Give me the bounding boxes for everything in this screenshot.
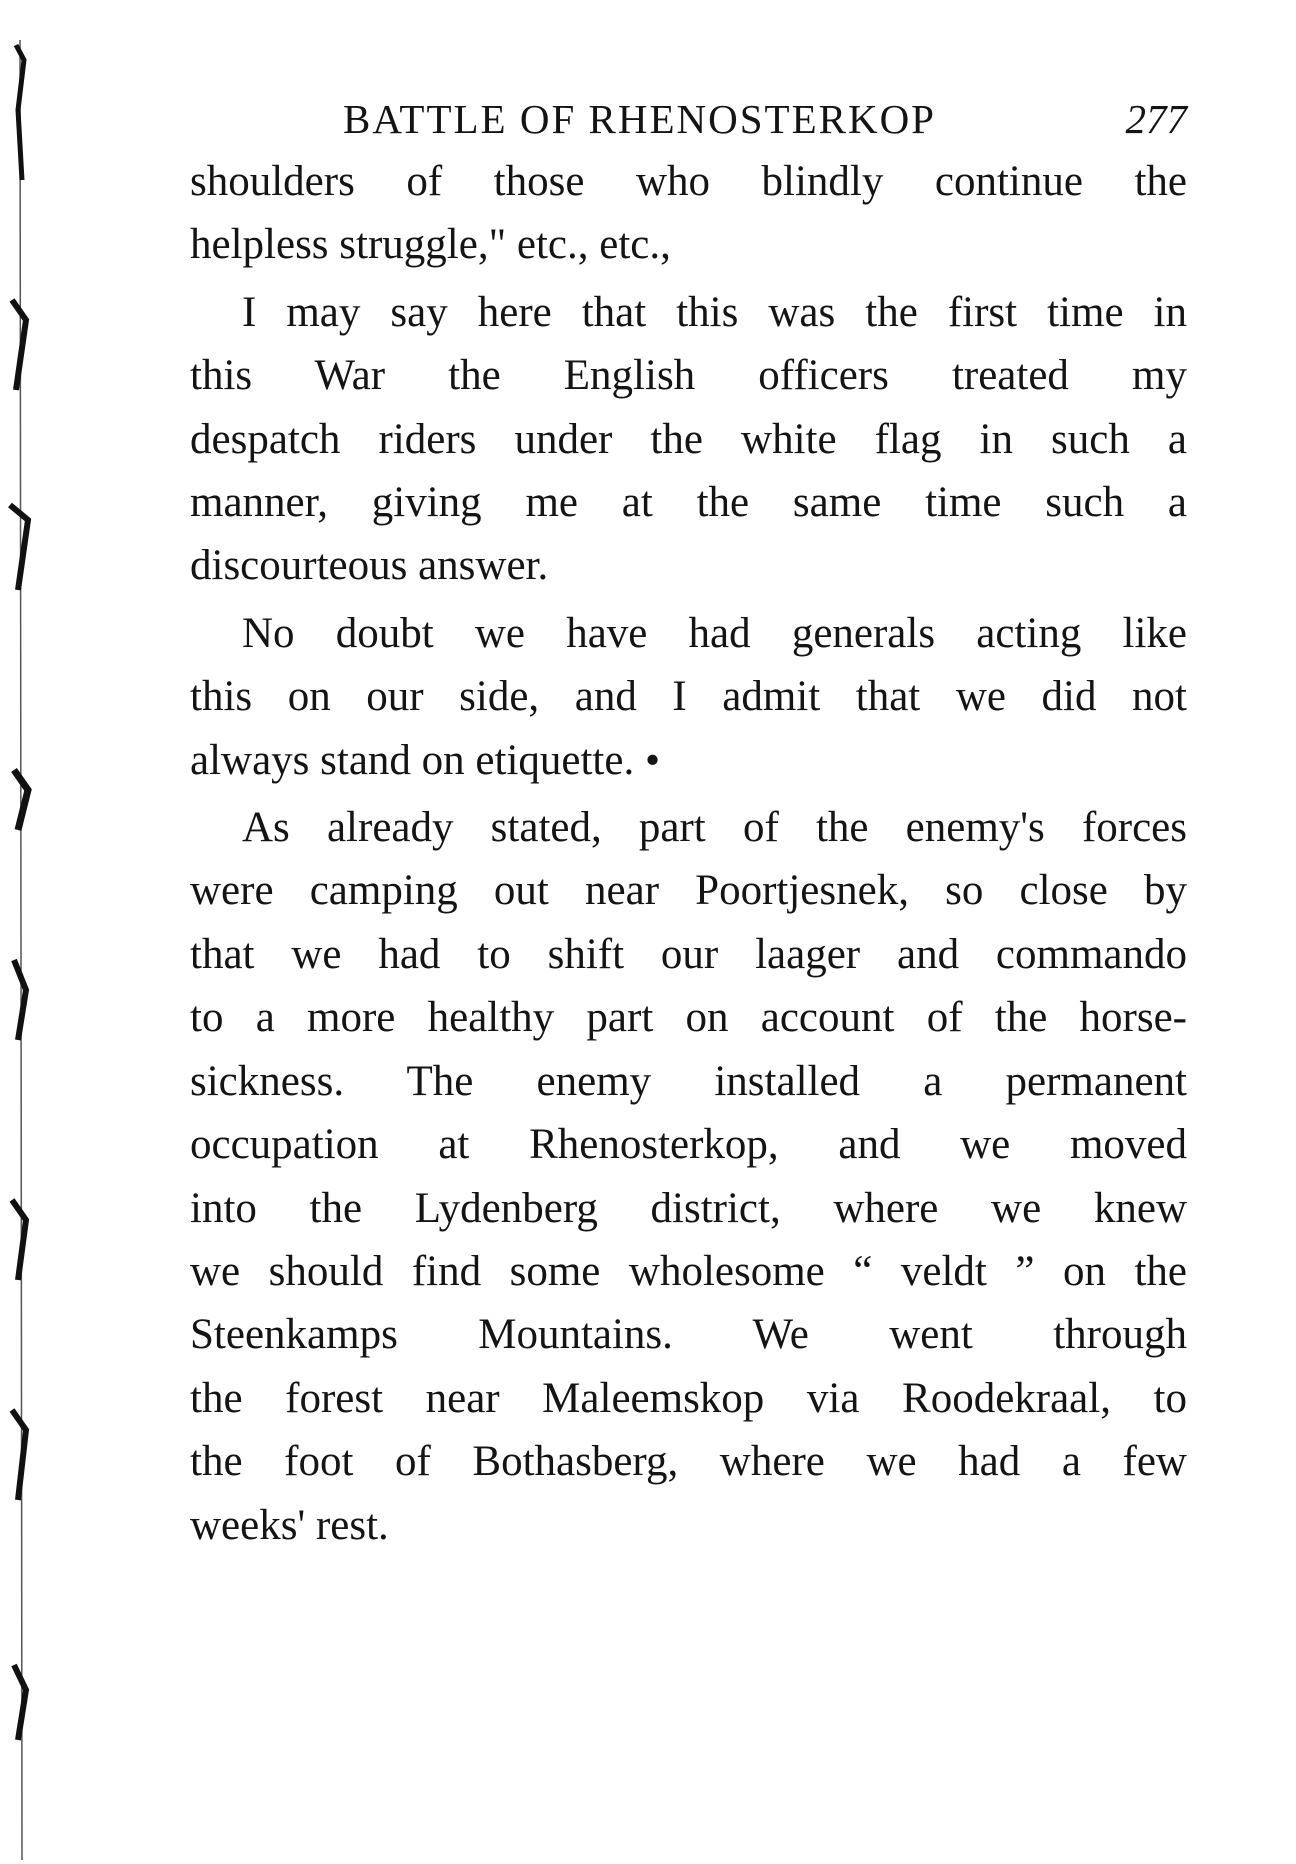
text-line: this War the English officers treated my [190,352,1187,400]
text-line: sickness. The enemy installed a permanent [190,1057,1187,1105]
text-line: discourteous answer. [190,542,549,590]
paragraph-2 [190,281,1187,598]
book-page [190,88,1187,1557]
text-line: As already stated, part of the enemy's forces [242,804,1187,852]
text-line: I may say here that this was the first time in [242,288,1187,336]
text-line: weeks' rest. [190,1501,389,1549]
text-line: the forest near Maleemskop via Roodekraal, to [190,1374,1187,1422]
text-line: manner, giving me at the same time such a [190,479,1187,527]
text-line: to a more healthy part on account of the horse- [190,994,1187,1042]
text-line: Steenkamps Mountains. We went through [190,1311,1187,1359]
text-line: were camping out near Poortjesnek, so close by [190,867,1187,915]
text-line: helpless struggle," etc., etc., [190,221,671,269]
page-header [190,88,1187,150]
text-line: into the Lydenberg district, where we knew [190,1184,1187,1232]
binding-edge-marks [0,0,40,1864]
text-line: occupation at Rhenosterkop, and we moved [190,1121,1187,1169]
text-line: this on our side, and I admit that we did not [190,673,1187,721]
text-line: that we had to shift our laager and commando [190,930,1187,978]
paragraph-1 [190,150,1187,277]
text-line: always stand on etiquette. • [190,736,661,784]
paragraph-3 [190,602,1187,792]
running-title: BATTLE OF RHENOSTERKOP [343,96,936,142]
text-line: despatch riders under the white flag in such a [190,415,1187,463]
text-line: No doubt we have had generals acting like [242,609,1187,657]
text-line: we should find some wholesome “ veldt ” on the [190,1247,1187,1295]
text-line: the foot of Bothasberg, where we had a few [190,1438,1187,1486]
page-number: 277 [1125,96,1187,142]
text-line: shoulders of those who blindly continue the [190,158,1187,205]
paragraph-4 [190,796,1187,1557]
